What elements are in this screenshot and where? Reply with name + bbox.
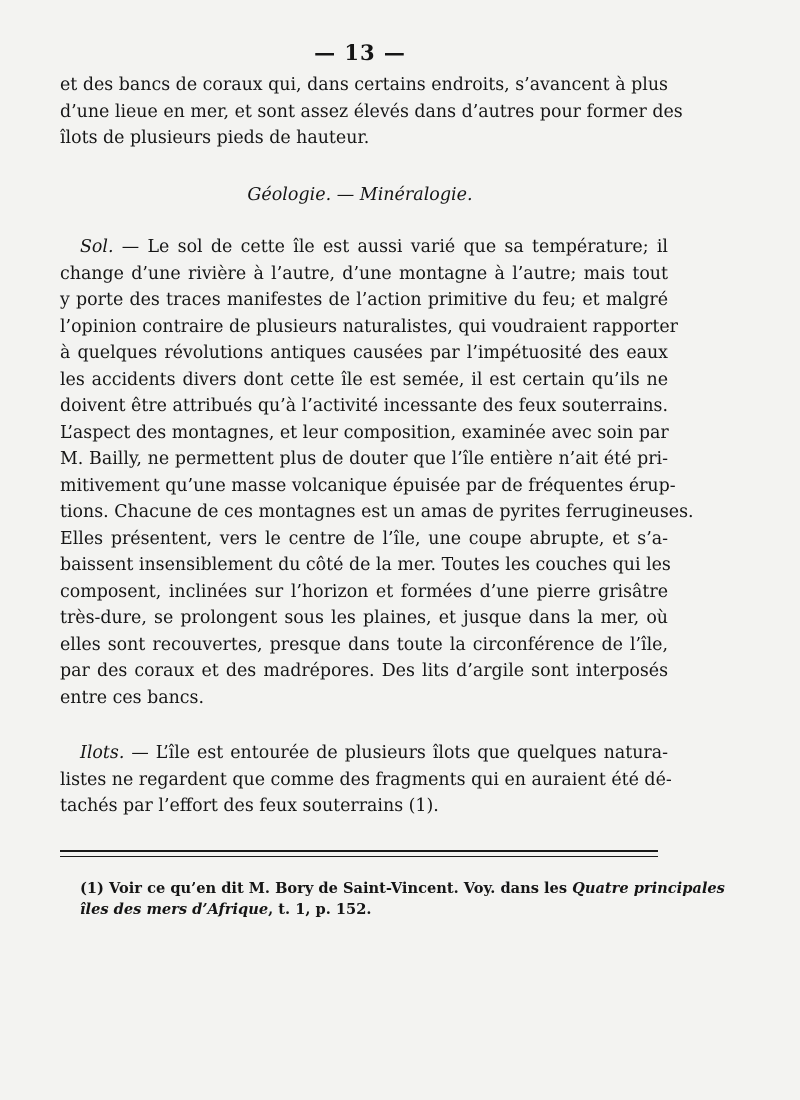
text-line: et des bancs de coraux qui, dans certains endroits, s’avancent à plus <box>60 75 668 95</box>
text-line: change d’une rivière à l’autre, d’une montagne à l’autre; mais tout <box>60 263 668 284</box>
text-line <box>60 740 668 767</box>
text-line: d’une lieue en mer, et sont assez élevés dans d’autres pour former des <box>60 101 683 122</box>
footnote-rule <box>60 850 658 852</box>
text-line: par des coraux et des madrépores. Des lits d’argile sont interposés <box>60 661 668 681</box>
text-line: elles sont recouvertes, presque dans toute la circonférence de l’île, <box>60 634 668 655</box>
text-fragment: — L’île est entourée de plusieurs îlots que quelques natura- <box>124 743 668 763</box>
page-number: — 13 — <box>314 40 406 65</box>
ilots-paragraph <box>60 740 672 820</box>
text-line: à quelques révolutions antiques causées par l’impétuosité des eaux <box>60 343 668 363</box>
text-fragment: — Le sol de cette île est aussi varié que sa température; il <box>113 237 668 257</box>
text-line: listes ne regardent que comme des fragments qui en auraient été dé- <box>60 769 672 790</box>
text-line: mitivement qu’une masse volcanique épuisée par de fréquentes érup- <box>60 475 676 496</box>
text-line: L’aspect des montagnes, et leur composition, examinée avec soin par <box>60 422 669 443</box>
footnote-italic: Quatre principales <box>572 880 725 897</box>
footnote-line <box>80 899 660 920</box>
text-line: îlots de plusieurs pieds de hauteur. <box>60 128 370 148</box>
text-line: doivent être attribués qu’à l’activité incessante des feux souterrains. <box>60 396 668 416</box>
text-line: tions. Chacune de ces montagnes est un amas de pyrites ferrugineuses. <box>60 502 694 522</box>
text-line: Elles présentent, vers le centre de l’île, une coupe abrupte, et s’a- <box>60 528 668 549</box>
text-line: les accidents divers dont cette île est semée, il est certain qu’ils ne <box>60 369 668 390</box>
footnote-text: (1) Voir ce qu’en dit M. Bory de Saint-Vincent. Voy. dans les <box>80 880 573 897</box>
paragraph-lead: Sol. <box>80 237 114 257</box>
sol-paragraph <box>60 234 694 711</box>
footnote-italic: îles des mers d’Afrique <box>80 901 269 918</box>
text-line: composent, inclinées sur l’horizon et formées d’une pierre grisâtre <box>60 581 668 602</box>
footnote-line <box>80 878 725 899</box>
text-line: baissent insensiblement du côté de la mer. Toutes les couches qui les <box>60 555 671 575</box>
footnote-rule-thin <box>60 856 658 857</box>
section-heading: Géologie. — Minéralogie. <box>247 185 473 205</box>
text-line: tachés par l’effort des feux souterrains (1). <box>60 796 439 816</box>
text-line: entre ces bancs. <box>60 687 204 708</box>
text-line <box>60 234 668 261</box>
text-line: l’opinion contraire de plusieurs naturalistes, qui voudraient rapporter <box>60 316 678 337</box>
footnote-text: , t. 1, p. 152. <box>268 901 372 918</box>
paragraph-lead: Ilots. <box>80 743 125 763</box>
text-line: y porte des traces manifestes de l’action primitive du feu; et malgré <box>60 290 668 310</box>
text-line: très-dure, se prolongent sous les plaines, et jusque dans la mer, où <box>60 608 668 628</box>
text-line: M. Bailly, ne permettent plus de douter que l’île entière n’ait été pri- <box>60 449 668 469</box>
footnote <box>80 878 725 920</box>
intro-paragraph <box>60 72 683 152</box>
